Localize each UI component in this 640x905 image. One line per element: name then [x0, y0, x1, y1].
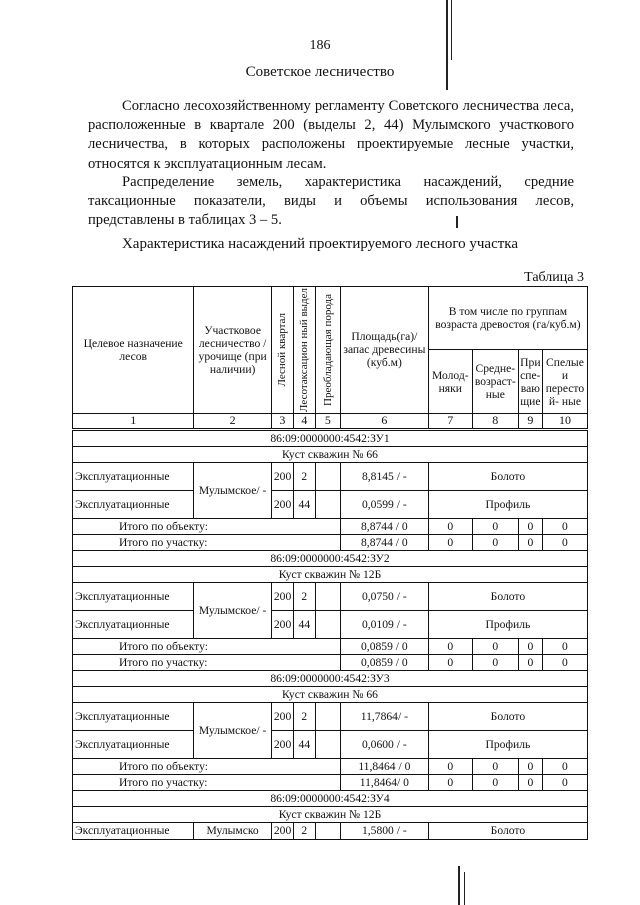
- header-species-text: Преобладающая порода: [321, 294, 334, 406]
- total-label: Итого по объекту:: [73, 758, 341, 774]
- total-middle: 0: [472, 534, 518, 550]
- total-label: Итого по участку:: [73, 774, 341, 790]
- col-number: 9: [518, 413, 542, 429]
- total-area: 8,8744 / 0: [340, 518, 428, 534]
- table-label: Таблица 3: [524, 270, 584, 285]
- forestry-cell: Мулымское/ -: [194, 582, 271, 638]
- purpose-cell: Эксплуатационные: [73, 702, 194, 730]
- area-cell: 8,8145 / -: [340, 462, 428, 490]
- header-subdivision: [293, 287, 315, 414]
- header-mature: Спелые и пересто й- ные: [542, 350, 587, 413]
- total-young: 0: [428, 758, 472, 774]
- quarter-cell: 200: [271, 582, 293, 610]
- total-middle: 0: [472, 518, 518, 534]
- cadastral-number: 86:09:0000000:4542:ЗУ1: [73, 429, 588, 446]
- purpose-cell: Эксплуатационные: [73, 730, 194, 758]
- cadastral-number: 86:09:0000000:4542:ЗУ2: [73, 550, 588, 566]
- header-middle: Средне- возраст- ные: [472, 350, 518, 413]
- col-number: 3: [271, 413, 293, 429]
- col-number: 2: [194, 413, 271, 429]
- purpose-cell: Эксплуатационные: [73, 462, 194, 490]
- cadastral-number: 86:09:0000000:4542:ЗУ3: [73, 670, 588, 686]
- col-number: 10: [542, 413, 587, 429]
- col-number: 6: [340, 413, 428, 429]
- quarter-cell: 200: [271, 730, 293, 758]
- subdivision-cell: 44: [293, 730, 315, 758]
- purpose-cell: Эксплуатационные: [73, 610, 194, 638]
- col-number: 7: [428, 413, 472, 429]
- col-number: 8: [472, 413, 518, 429]
- paragraph-distribution: Распределение земель, характеристика насаждений, средние таксационные показатели, виды и объемы использования лесов, представлены в таблицах 3 – 5.: [88, 174, 574, 229]
- area-cell: 0,0750 / -: [340, 582, 428, 610]
- species-cell: [315, 730, 340, 758]
- note-cell: Профиль: [428, 490, 587, 518]
- area-cell: 1,5800 / -: [340, 822, 428, 839]
- species-cell: [315, 582, 340, 610]
- note-cell: Профиль: [428, 730, 587, 758]
- total-young: 0: [428, 638, 472, 654]
- note-cell: Болото: [428, 582, 587, 610]
- total-mature: 0: [542, 518, 587, 534]
- col-number: 4: [293, 413, 315, 429]
- header-subdivision-text: Лесотаксацион ный выдел: [298, 288, 311, 412]
- quarter-cell: 200: [271, 822, 293, 839]
- well-cluster: Куст скважин № 12Б: [73, 566, 588, 582]
- total-young: 0: [428, 774, 472, 790]
- scan-margin-line: [458, 866, 460, 905]
- total-label: Итого по участку:: [73, 534, 341, 550]
- total-maturing: 0: [518, 534, 542, 550]
- header-species: [315, 287, 340, 414]
- header-area: Площадь(га)/ запас древесины (куб.м): [340, 287, 428, 414]
- total-label: Итого по объекту:: [73, 638, 341, 654]
- species-cell: [315, 490, 340, 518]
- purpose-cell: Эксплуатационные: [73, 490, 194, 518]
- total-maturing: 0: [518, 758, 542, 774]
- header-quarter: [271, 287, 293, 414]
- species-cell: [315, 702, 340, 730]
- col-number: 1: [73, 413, 194, 429]
- col-number: 5: [315, 413, 340, 429]
- total-label: Итого по объекту:: [73, 518, 341, 534]
- area-cell: 0,0109 / -: [340, 610, 428, 638]
- forestry-cell: Мулымское/ -: [194, 702, 271, 758]
- total-mature: 0: [542, 638, 587, 654]
- paragraph-regulation: Согласно лесохозяйственному регламенту Советского лесничества леса, расположенные в квартале 200 (выделы 2, 44) Мулымского участкового лесничества, в которых расположены проектируемые лесные участки, относятся к эксплуатационным лесам.: [88, 98, 574, 172]
- subdivision-cell: 2: [293, 582, 315, 610]
- purpose-cell: Эксплуатационные: [73, 822, 194, 839]
- quarter-cell: 200: [271, 610, 293, 638]
- header-young: Молод- няки: [428, 350, 472, 413]
- total-area: 11,8464 / 0: [340, 758, 428, 774]
- well-cluster: Куст скважин № 66: [73, 686, 588, 702]
- total-label: Итого по участку:: [73, 654, 341, 670]
- area-cell: 11,7864/ -: [340, 702, 428, 730]
- total-mature: 0: [542, 758, 587, 774]
- note-cell: Болото: [428, 702, 587, 730]
- purpose-cell: Эксплуатационные: [73, 582, 194, 610]
- total-area: 11,8464/ 0: [340, 774, 428, 790]
- quarter-cell: 200: [271, 490, 293, 518]
- well-cluster: Куст скважин № 12Б: [73, 806, 588, 822]
- forestry-cell: Мулымское/ -: [194, 462, 271, 518]
- total-area: 0,0859 / 0: [340, 654, 428, 670]
- species-cell: [315, 610, 340, 638]
- table-title: Характеристика насаждений проектируемого лесного участка: [121, 236, 519, 252]
- total-maturing: 0: [518, 654, 542, 670]
- total-mature: 0: [542, 654, 587, 670]
- total-young: 0: [428, 534, 472, 550]
- total-area: 8,8744 / 0: [340, 534, 428, 550]
- total-young: 0: [428, 654, 472, 670]
- total-mature: 0: [542, 774, 587, 790]
- species-cell: [315, 822, 340, 839]
- total-maturing: 0: [518, 518, 542, 534]
- page-heading: Советское лесничество: [245, 64, 395, 80]
- page-number: 186: [309, 38, 331, 53]
- species-cell: [315, 462, 340, 490]
- total-middle: 0: [472, 758, 518, 774]
- note-cell: Профиль: [428, 610, 587, 638]
- forest-stand-table: [72, 286, 588, 840]
- area-cell: 0,0599 / -: [340, 490, 428, 518]
- header-quarter-text: Лесной квартал: [276, 313, 289, 387]
- scan-margin-line: [464, 872, 465, 905]
- cadastral-number: 86:09:0000000:4542:ЗУ4: [73, 790, 588, 806]
- subdivision-cell: 2: [293, 462, 315, 490]
- forestry-cell: Мулымско: [194, 822, 271, 839]
- total-maturing: 0: [518, 638, 542, 654]
- total-area: 0,0859 / 0: [340, 638, 428, 654]
- subdivision-cell: 2: [293, 822, 315, 839]
- area-cell: 0,0600 / -: [340, 730, 428, 758]
- total-middle: 0: [472, 774, 518, 790]
- header-maturing: При спе- ваю щие: [518, 350, 542, 413]
- quarter-cell: 200: [271, 702, 293, 730]
- header-purpose: Целевое назначение лесов: [73, 287, 194, 414]
- subdivision-cell: 44: [293, 490, 315, 518]
- subdivision-cell: 2: [293, 702, 315, 730]
- note-cell: Болото: [428, 822, 587, 839]
- total-maturing: 0: [518, 774, 542, 790]
- total-young: 0: [428, 518, 472, 534]
- total-middle: 0: [472, 654, 518, 670]
- quarter-cell: 200: [271, 462, 293, 490]
- well-cluster: Куст скважин № 66: [73, 446, 588, 462]
- subdivision-cell: 44: [293, 610, 315, 638]
- total-mature: 0: [542, 534, 587, 550]
- note-cell: Болото: [428, 462, 587, 490]
- header-age-groups: В том числе по группам возраста древостоя (га/куб.м): [428, 287, 587, 350]
- header-forestry: Участковое лесничество /урочище (при наличии): [194, 287, 271, 414]
- total-middle: 0: [472, 638, 518, 654]
